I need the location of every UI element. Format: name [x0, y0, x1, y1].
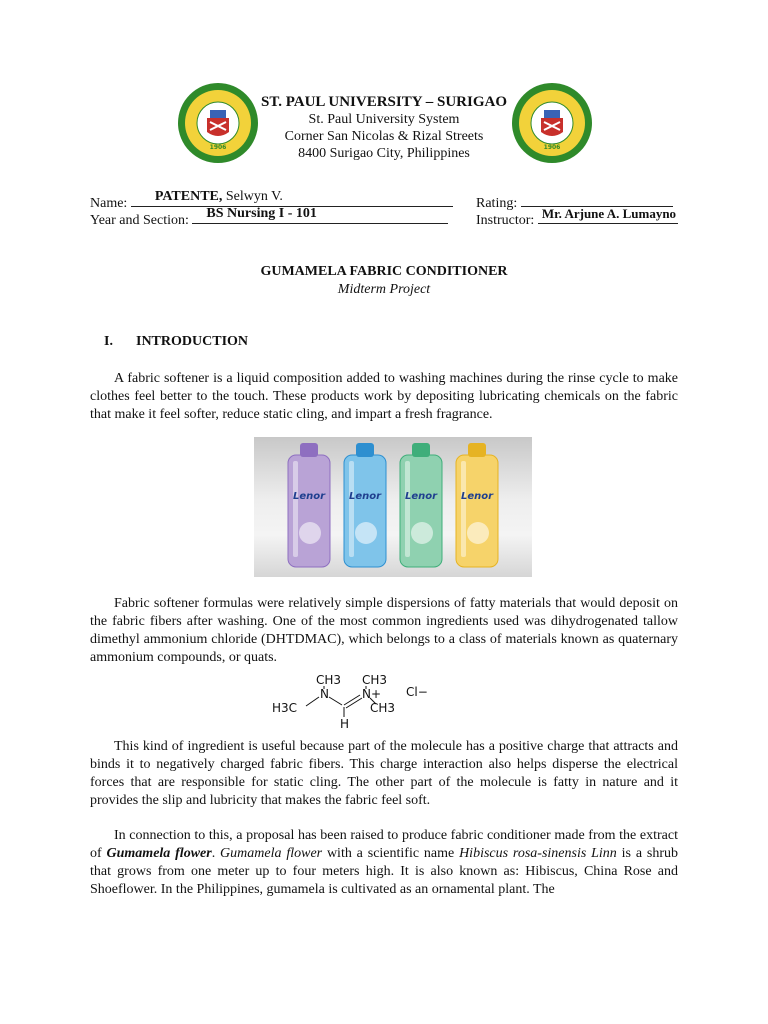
instructor-field [538, 206, 678, 224]
molecule-h3c: H3C [272, 701, 298, 715]
p4-text-e: with a scientific name [322, 846, 460, 861]
molecule-n-right: N+ [362, 687, 382, 701]
section-number: I. [104, 334, 113, 349]
seal-year: 1906 [209, 144, 227, 151]
document-title: GUMAMELA FABRIC CONDITIONER [260, 264, 508, 279]
p4-scientific-name: Hibiscus rosa-sinensis Linn [459, 846, 617, 861]
year-section-row [90, 206, 448, 229]
year-section-label: Year and Section: [90, 213, 189, 228]
molecule-ch3-top-left: CH3 [316, 673, 342, 687]
p4-gumamela-emphasis: Gumamela flower [106, 846, 212, 861]
name-field [131, 189, 453, 207]
year-section-value: BS Nursing I - 101 [206, 206, 317, 221]
document-title-block [0, 263, 768, 299]
university-city: 8400 Surigao City, Philippines [298, 146, 470, 161]
paragraph-formulas: Fabric softener formulas were relatively simple dispersions of fatty materials that would deposit on the fabric fibers after washing. One of the most common ingredients used was dihydrogenated tallow dimethyl ammonium chloride (DHTDMAC), which belongs to a class of materials known as quaternary ammonium compounds, or quats. [90, 596, 678, 665]
name-given: Selwyn V. [225, 189, 283, 204]
p4-gumamela-italic: Gumamela flower [220, 846, 323, 861]
year-section-field [192, 206, 448, 224]
fabric-softener-bottles-image [254, 437, 532, 577]
p4-text-c: . [211, 846, 221, 861]
university-system: St. Paul University System [308, 112, 460, 127]
bottle-brand-label: Lenor [460, 491, 494, 502]
paragraph-gumamela [90, 827, 678, 899]
bottle-3 [400, 443, 442, 567]
rating-field [521, 193, 673, 207]
rating-label: Rating: [476, 196, 518, 211]
molecule-n-left: N [320, 687, 329, 701]
name-surname: PATENTE, [154, 189, 223, 204]
instructor-row [476, 206, 678, 229]
quat-molecule-structure [266, 672, 442, 730]
instructor-value: Mr. Arjune A. Lumayno [541, 206, 677, 221]
letterhead [190, 93, 578, 162]
bottle-brand-label: Lenor [348, 491, 382, 502]
molecule-h: H [340, 717, 350, 730]
name-label: Name: [90, 196, 128, 211]
molecule-cl: Cl− [406, 685, 428, 699]
section-heading-introduction [104, 334, 248, 350]
molecule-ch3-top-right: CH3 [362, 673, 388, 687]
section-title: INTRODUCTION [136, 334, 249, 349]
molecule-ch3-right: CH3 [370, 701, 396, 715]
document-subtitle: Midterm Project [337, 282, 431, 297]
instructor-label: Instructor: [476, 213, 535, 228]
university-name: ST. PAUL UNIVERSITY – SURIGAO [260, 94, 508, 110]
bottle-2 [344, 443, 386, 567]
university-address: Corner San Nicolas & Rizal Streets [284, 129, 484, 144]
seal-year-right: 1906 [543, 144, 561, 151]
bottles-illustration [254, 437, 532, 577]
bottle-4 [456, 443, 498, 567]
paragraph-intro: A fabric softener is a liquid composition added to washing machines during the rinse cycle to make clothes feel better to the touch. These products work by depositing lubricating chemicals on the fabric that make it feel softer, reduce static cling, and impart a fresh fragrance. [90, 371, 678, 422]
bottle-brand-label: Lenor [404, 491, 438, 502]
p4-text-g: is a shrub that grows from one meter up to four meters high. It is also known as: Hibiscus, China Rose and Shoeflower. In the Philippines, gumamela is cultivated as an ornamental plant. The [90, 846, 679, 897]
p4-text-a: In connection to this, a proposal has been raised to produce fabric conditioner made from the extract of [90, 828, 678, 861]
paragraph-charge: This kind of ingredient is useful because part of the molecule has a positive charge that attracts and binds it to negatively charged fabric fibers. This charge interaction also helps disperse the electrical forces that are responsible for static cling. The other part of the molecule is fatty in nature and it provides the slip and lubricity that makes the fabric feel soft. [90, 739, 678, 808]
bottle-brand-label: Lenor [292, 491, 326, 502]
bottle-1 [288, 443, 330, 567]
